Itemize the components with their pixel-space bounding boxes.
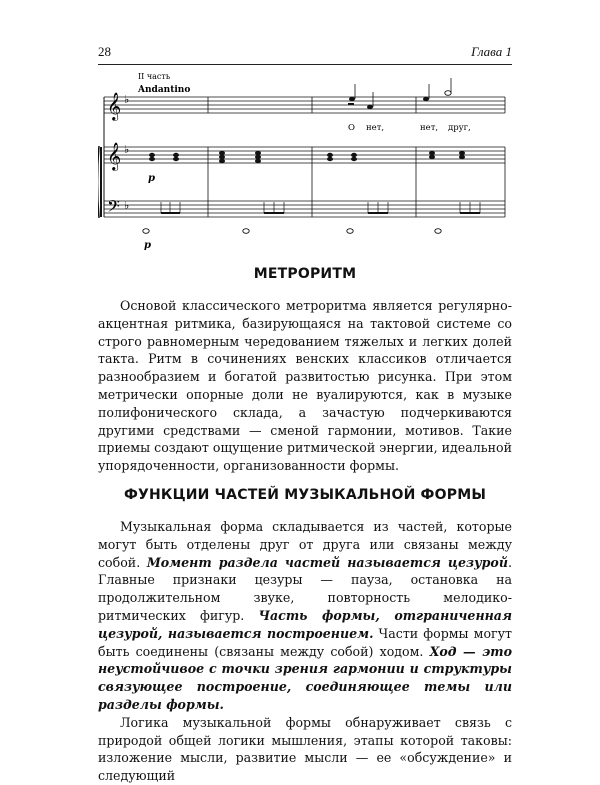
voice-staff <box>104 97 505 113</box>
lyric-syllable: нет, <box>420 123 439 133</box>
section-heading: ФУНКЦИИ ЧАСТЕЙ МУЗЫКАЛЬНОЙ ФОРМЫ <box>123 487 487 503</box>
voice-notes <box>348 78 451 109</box>
piano-treble-staff <box>104 147 505 163</box>
flat-key-signature: ♭ <box>124 93 130 106</box>
lyric-syllable: друг, <box>448 123 471 133</box>
definition-emphasis: Момент раздела частей называется цезурой <box>146 554 508 570</box>
paragraph: Основой классического метроритма является регулярно-акцентная ритмика, базирующаяся на тактовой системе со строго равномерным чередованием тяжелых и легких долей такта. Ритм в сочинениях венских классиков отличается разнообразием и богатой развитостью рисунка. При этом метрически опорные доли не вуалируются, как в музыке полифонического склада, а зачастую подчеркиваются другими средствами — сменой гармонии, мотивов. Такие приемы создают ощущение ритмической энергии, идеальной упорядоченности, организованности формы. <box>98 298 512 474</box>
treble-clef-icon: 𝄞 <box>107 92 122 120</box>
lyrics <box>348 123 471 133</box>
section-paragraph <box>98 297 512 475</box>
piano-treble-chords <box>149 151 465 163</box>
piano-brace <box>98 146 99 218</box>
running-header <box>98 44 512 65</box>
flat-key-signature: ♭ <box>124 199 130 212</box>
definition-emphasis: Часть формы, отграниченная цезурой, называется построением. <box>98 607 512 641</box>
lyric-syllable: О <box>348 123 355 133</box>
section-paragraph <box>98 518 512 785</box>
treble-clef-icon: 𝄞 <box>107 142 122 170</box>
text-run: . Главные признаки цезуры — пауза, остановка на продолжительном звуке, повторность мелодико-ритмических фигур. <box>98 554 512 623</box>
piano-bass-staff <box>104 201 505 217</box>
section-heading: МЕТРОРИТМ <box>253 266 357 282</box>
flat-key-signature: ♭ <box>124 143 130 156</box>
piano-bass-figures <box>143 202 480 233</box>
bass-clef-icon: 𝄢 <box>107 196 120 220</box>
music-score <box>98 70 512 250</box>
chapter-title: Глава 1 <box>471 44 512 59</box>
tempo-marking: Andantino <box>138 85 191 95</box>
text-run: Музыкальная форма складывается из частей, которые могут быть отделены друг от друга или связаны между собой. <box>98 519 512 570</box>
page-number: 28 <box>98 44 111 59</box>
dynamic-marking: p <box>144 240 151 250</box>
lyric-syllable: нет, <box>366 123 385 133</box>
score-notation <box>98 70 512 250</box>
dynamic-marking: p <box>148 173 155 184</box>
barlines <box>101 97 505 217</box>
part-label: II часть <box>138 72 171 81</box>
paragraph <box>98 518 512 714</box>
text-run: Части формы могут быть соединены (связаны между собой) ходом. <box>98 625 512 659</box>
paragraph: Логика музыкальной формы обнаруживает связь с природой общей логики мышления, этапы которой таковы: изложение мысли, развитие мысли — ее «обсуждение» и следующий <box>98 714 512 784</box>
definition-emphasis: Ход — это неустойчивое с точки зрения гармонии и структуры связующее построение, соединяющее темы или разделы формы. <box>98 643 512 712</box>
